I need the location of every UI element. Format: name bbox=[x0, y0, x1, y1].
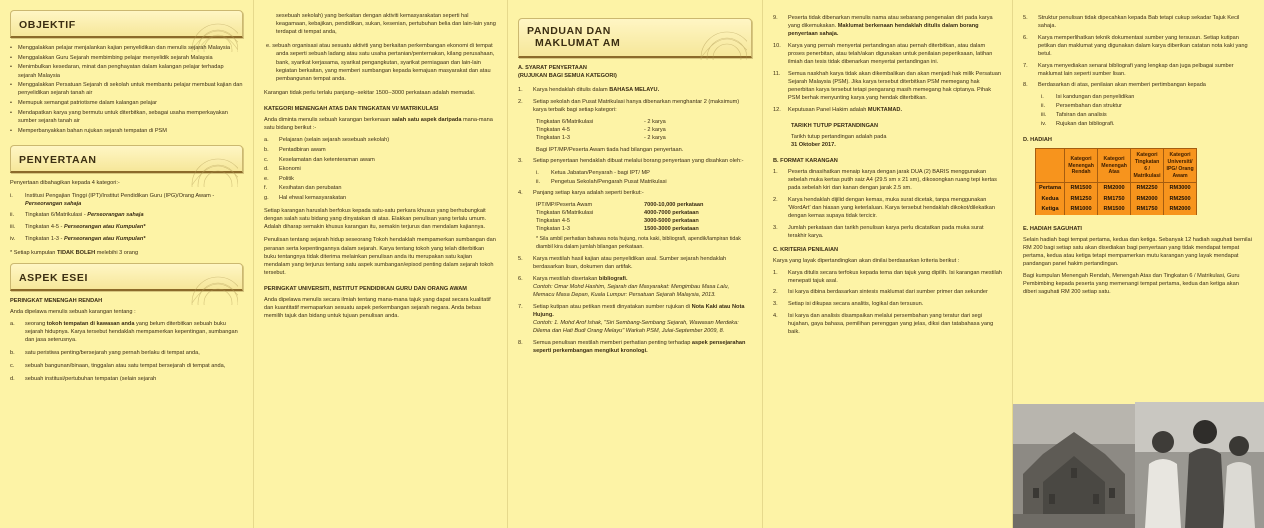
quota-value: - 2 karya bbox=[644, 126, 666, 133]
category-mode: Perseorangan atau Kumpulan* bbox=[63, 224, 146, 231]
rule-6: 6. Karya mestilah disertakan bibliografi. Contoh: Omar Mohd Hashim, Sejarah dan Masyarakat: Mengimbau Masa Lalu, Memacu Masa Depan, Kuala Lumpur: Persatuan Sejarah Malaysia, 2013. bbox=[518, 275, 730, 299]
rule-3: 3. Setiap penyertaan hendaklah dibuat melalui borang penyertaan yang disahkan oleh:- bbox=[518, 157, 752, 165]
prize-amount: RM2000 bbox=[1131, 194, 1164, 204]
panel-aspek-continued bbox=[254, 0, 507, 528]
saguhati-paragraph-1: Selain hadiah bagi tempat pertama, kedua dan ketiga. Sebanyak 12 hadiah saguhati bernilai RM 200 bagi setiap satu akan disediakan bagi penyertaan yang tidak mendapat tempat pertama, kedua atau ketiga tetapi mempamerkan mutu karangan yang layak mendapat pandangan panel hakim pertandingan. bbox=[1023, 236, 1252, 268]
uni-paragraph: Anda dipelawa menulis secara ilmiah tentang mana-mana tajuk yang dapat secara kualitatif dan kuantitatif memaparkan sesuatu aspek perkembangan sejarah negara. Anda bebas memilih tajuk dan bidang untuk tujuan penulisan anda. bbox=[264, 297, 491, 320]
rendah-intro: Anda dipelawa menulis sebuah karangan tentang : bbox=[10, 309, 136, 316]
atas-heading: KATEGORI MENENGAH ATAS DAN TINGKATAN VI/ MATRIKULASI bbox=[264, 105, 439, 112]
format-1: 1. Peserta dinasihatkan menaip karya dengan jarak DUA (2) BARIS menggunakan sebelah muka kertas putih saiz A4 (29.5 sm x 21 sm), dikosongkan ruang tepi kertas pada sebelah kiri dan kanan dengan jarak 2.5 sm. bbox=[773, 168, 1002, 192]
kriteria-intro: Karya yang layak dipertandingkan akan dinilai berdasarkan kriteria berikut : bbox=[773, 258, 960, 265]
atas-item bbox=[264, 156, 497, 164]
atas-item bbox=[264, 194, 497, 202]
format-2-text: Karya hendaklah dijilid dengan kemas, muka surat dicetak, tanpa menggunakan 'WordArt' dan hiasan yang keterlaluan. Karya tersebut hendaklah dikokot/dilekatkan dengan kemas supaya tidak tercicir. bbox=[788, 196, 995, 220]
atas-item-text: Politik bbox=[279, 175, 294, 182]
format-3-text: Jumlah perkataan dan tarikh penulisan karya perlu dicatatkan pada muka surat terakhir karya. bbox=[788, 224, 984, 239]
kriteria-5-text: Struktur penulisan tidak dipecahkan kepada Bab tetapi cukup sekadar Tajuk Kecil sahaja. bbox=[1038, 15, 1240, 30]
rule-4: 4. Panjang setiap karya adalah seperti berikut:- bbox=[518, 189, 752, 197]
kriteria-8: 8. Berdasarkan di atas, penilaian akan memberi pertimbangan kepada bbox=[1023, 81, 1254, 89]
rendah-items bbox=[10, 320, 243, 384]
category-text bbox=[25, 192, 243, 208]
aspect-text: Persembahan dan struktur bbox=[1056, 102, 1122, 109]
prize-category-header: Kategori Menengah Atas bbox=[1098, 149, 1131, 183]
rendah-item-letter: d. bbox=[10, 376, 15, 383]
length-value: 3000-5000 perkataan bbox=[644, 218, 699, 225]
prize-amount: RM1500 bbox=[1065, 183, 1098, 194]
approver-text: Pengetua Sekolah/Pengarah Pusat Matrikulasi bbox=[551, 179, 667, 186]
panduan-banner bbox=[518, 18, 752, 58]
atas-intro-a: Anda diminta menulis sebuah karangan berkenaan bbox=[264, 117, 392, 124]
quota-category: Tingkatan 1-3 bbox=[536, 134, 570, 141]
prize-table bbox=[1035, 148, 1197, 214]
rule-6-bold: bibliografi. bbox=[598, 275, 628, 282]
penyertaan-title: PENYERTAAN bbox=[19, 153, 97, 166]
category-number: ii. bbox=[10, 212, 15, 219]
category-mode: Perseorangan sahaja bbox=[25, 200, 82, 207]
prize-row bbox=[1036, 194, 1197, 204]
ornament-icon bbox=[178, 265, 238, 305]
atas-item-text: Pelajaran (selain sejarah sesebuah sekolah) bbox=[279, 137, 390, 144]
prize-place: Ketiga bbox=[1036, 204, 1065, 214]
aspek-banner bbox=[10, 263, 243, 291]
objektif-item: • Menimbulkan kesedaran, minat dan penghayatan dalam kalangan pelajar terhadap sejarah Malaysia bbox=[10, 63, 243, 79]
length-category: Tingkatan 6/Matrikulasi bbox=[536, 210, 594, 217]
prize-category-header: Kategori Menengah Rendah bbox=[1065, 149, 1098, 183]
objektif-item: • Mendapatkan karya yang bermutu untuk diterbitkan, sebagai usaha memperkayakan sumber sejarah tanah air bbox=[10, 109, 243, 125]
rule-8-text: Semua penulisan mestilah memberi perhatian penting terhadap bbox=[533, 339, 692, 346]
assessment-aspect bbox=[1041, 93, 1254, 101]
length-row bbox=[536, 217, 752, 225]
kriteria-5: 5. Struktur penulisan tidak dipecahkan kepada Bab tetapi cukup sekadar Tajuk Kecil sahaja. bbox=[1023, 14, 1254, 30]
prize-table-corner bbox=[1036, 149, 1065, 183]
atas-paragraph-1: Setiap karangan haruslah berfokus kepada satu-satu perkara khusus yang berhubungkait dengan salah satu bidang yang dinyatakan di atas. Elakkan penulisan yang terlalu umum. Adalah diharap semakin khusus karangan itu, semakin terjurus dan mendalam kajiannya. bbox=[264, 208, 487, 231]
kriteria-3: 3. Setiap isi dikupas secara analitis, logikal dan tersusun. bbox=[773, 300, 1002, 308]
objektif-item: • Menggalakkan Guru Sejarah membimbing pelajar menyelidik sejarah Malaysia bbox=[10, 54, 243, 62]
rule-1-text: Karya hendaklah ditulis dalam bbox=[533, 87, 610, 94]
prize-amount: RM3000 bbox=[1164, 183, 1197, 194]
atas-item bbox=[264, 165, 497, 173]
rendah-item-text bbox=[25, 349, 243, 357]
rule-9-text: Peserta tidak dibenarkan menulis nama atau sebarang pengenalan diri pada karya yang dikemukakan. bbox=[788, 15, 993, 30]
rule-12: 12. Keputusan Panel Hakim adalah MUKTAMAD. bbox=[773, 106, 902, 113]
quota-table bbox=[518, 118, 752, 142]
prize-row bbox=[1036, 204, 1197, 214]
objektif-list bbox=[10, 44, 243, 135]
objektif-title: OBJEKTIF bbox=[19, 19, 76, 31]
quota-category: Tingkatan 6/Matrikulasi bbox=[536, 118, 594, 125]
rule-11: 11. Semua naskhah karya tidak akan dikembalikan dan akan menjadi hak milik Persatuan Sejarah Malaysia (PSM). Jika karya tersebut diterbitkan PSM memegang hak penerbitan karya tersebut tetapi pengarang masih memegang hak ciptanya. Pihak PSM berhak menyunting karya yang hendak diterbitkan. bbox=[773, 70, 1001, 101]
atas-item bbox=[264, 184, 497, 192]
format-1-text: Peserta dinasihatkan menaip karya dengan jarak DUA (2) BARIS menggunakan sebelah muka kertas putih saiz A4 (29.5 sm x 21 sm), dikosongkan ruang tepi kertas pada sebelah kiri dan kanan dengan jarak 2.5 sm. bbox=[788, 169, 997, 192]
objektif-item: • Menggalakkan Persatuan Sejarah di sekolah untuk membantu pelajar membuat kajian dan penyelidikan sejarah tanah air bbox=[10, 81, 243, 97]
atas-items bbox=[264, 136, 497, 202]
format-heading: B. FORMAT KARANGAN bbox=[773, 158, 838, 165]
category-text bbox=[25, 211, 243, 219]
format-2: 2. Karya hendaklah dijilid dengan kemas, muka surat dicetak, tanpa menggunakan 'WordArt' dan hiasan yang keterlaluan. Karya tersebut hendaklah dikokot/dilekatkan dengan kemas supaya tidak tercicir. bbox=[773, 196, 1002, 220]
rule-5: 5. Karya mestilah hasil kajian atau penyelidikan asal. Sumber sejarah hendaklah berdasarkan lisan, dokumen dan artifak. bbox=[518, 255, 752, 271]
panduan-title bbox=[527, 25, 620, 49]
aspect-number: i. bbox=[1041, 93, 1044, 100]
penyertaan-banner bbox=[10, 145, 243, 173]
quota-value: - 2 karya bbox=[644, 118, 666, 125]
prize-place: Kedua bbox=[1036, 194, 1065, 204]
category-number: iv. bbox=[10, 235, 16, 242]
prize-category-header: Kategori Universiti/ IPG/ Orang Awam bbox=[1164, 149, 1197, 183]
rule-6-text: Karya mestilah disertakan bbox=[533, 275, 599, 282]
kriteria-7: 7. Karya menyediakan senarai bibliografi yang lengkap dan juga pelbagai sumber maklumat lain seperti sumber lisan. bbox=[1023, 62, 1254, 78]
approver-item bbox=[536, 169, 752, 177]
note-bold: TIDAK BOLEH bbox=[56, 249, 96, 256]
prize-amount: RM1250 bbox=[1065, 194, 1098, 204]
rendah-item bbox=[10, 320, 243, 344]
atas-item bbox=[264, 146, 497, 154]
item-e: e. sebuah organisasi atau sesuatu aktiviti yang berkaitan perkembangan ekonomi di tempat anda seperti sebuah ladang atau satu usaha pertanian/penternakan, kilang perusahaan, bank, syarikat kerjasama, syarikat pengangkutan, syarikat perniagaan dan lain-lain kegiatan berkaitan, yang memberi sumbangan kepada kemajuan masyarakat dan atau pembangunan tempat anda. bbox=[266, 43, 495, 82]
aspect-number: iv. bbox=[1041, 121, 1047, 128]
rule-9-bold: Maklumat berkenaan hendaklah ditulis dalam borang penyertaan sahaja. bbox=[788, 23, 979, 38]
atas-item-letter: c. bbox=[264, 156, 269, 163]
length-category: Tingkatan 4-5 bbox=[536, 218, 570, 225]
rendah-item-post: yang belum diterbitkan sebuah buku sejarah hidupnya. Karya tersebut hendaklah mempamerkan kepentingan, sumbangan dan jasa seterusnya. bbox=[25, 320, 238, 343]
atas-item-text: Kesihatan dan perubatan bbox=[279, 185, 342, 192]
rendah-item-text bbox=[25, 375, 243, 383]
prize-amount: RM2000 bbox=[1164, 204, 1197, 214]
uni-heading: PERINGKAT UNIVERSITI, INSTITUT PENDIDIKAN GURU DAN ORANG AWAM bbox=[264, 285, 467, 292]
assessment-aspect bbox=[1041, 111, 1254, 119]
category-label: Tingkatan 1-3 - bbox=[25, 235, 64, 242]
rule-6-example: Contoh: Omar Mohd Hashim, Sejarah dan Masyarakat: Mengimbau Masa Lalu, Memacu Masa Depan, Kuala Lumpur: Persatuan Sejarah Malaysia, 2013. bbox=[533, 284, 730, 299]
kriteria-4: 4. Isi karya dan analisis disampaikan melalui persembahan yang teratur dari segi hujahan, gaya bahasa, pemilihan perenggan yang jelas, diksi dan tatabahasa yang baik. bbox=[773, 312, 1002, 336]
rule-1-bold: BAHASA MELAYU. bbox=[609, 87, 660, 94]
rule-3-list bbox=[518, 169, 752, 186]
rendah-item-text bbox=[25, 320, 243, 344]
rule-2-text: Setiap sekolah dan Pusat Matrikulasi hanya dibenarkan menghantar 2 (maksimum) karya terbaik bagi setiap kategori: bbox=[533, 98, 740, 113]
kriteria-1: 1. Karya ditulis secara terfokus kepada tema dan tajuk yang dipilih. Isi karangan mestilah menepati tajuk asal. bbox=[773, 269, 1002, 284]
atas-item-letter: e. bbox=[264, 175, 269, 182]
rule-3-text: Setiap penyertaan hendaklah dibuat melalui borang penyertaan yang disahkan oleh:- bbox=[533, 158, 744, 165]
ornament-icon bbox=[178, 147, 238, 187]
kriteria-heading: C. KRITERIA PENILAIAN bbox=[773, 247, 839, 254]
historical-photo-icon bbox=[1135, 402, 1264, 528]
length-table bbox=[518, 201, 752, 233]
objektif-item: • Memperbanyakkan bahan rujukan sejarah tempatan di PSM bbox=[10, 127, 243, 135]
rule-10-text: Karya yang pernah menyertai pertandingan atau pernah diterbitkan, atau dalam proses penerbitan, atau telah/akan digunakan untuk penilaian peperiksaan, latihan ilmiah dan tesis tidak dibenarkan menyertai pertandingan ini. bbox=[788, 42, 993, 66]
aspect-number: iii. bbox=[1041, 112, 1047, 119]
rendah-item-pre: sebuah institusi/pertubuhan tempatan (selain sejarah bbox=[25, 376, 157, 383]
rule-7-text: Setiap kutipan atau petikan mesti dinyatakan sumber rujukan di bbox=[533, 303, 692, 310]
length-row bbox=[536, 209, 752, 217]
prize-row bbox=[1036, 183, 1197, 194]
aspect-number: ii. bbox=[1041, 102, 1046, 109]
assessment-aspect bbox=[1041, 120, 1254, 128]
category-mode: Perseorangan sahaja bbox=[87, 212, 144, 219]
prize-category-header: Kategori Tingkatan 6 / Matrikulasi bbox=[1131, 149, 1164, 183]
length-category: IPT/MP/Peserta Awam bbox=[536, 201, 593, 208]
quota-row bbox=[536, 134, 752, 142]
rule-5-text: Karya mestilah hasil kajian atau penyelidikan asal. Sumber sejarah hendaklah berdasarkan lisan, dokumen dan artifak. bbox=[533, 256, 727, 271]
length-row bbox=[536, 201, 752, 209]
objektif-item: • Memupuk semangat patriotisme dalam kalangan pelajar bbox=[10, 99, 243, 107]
atas-intro-c: mana-mana satu bidang berikut :- bbox=[264, 117, 493, 132]
rendah-item bbox=[10, 349, 243, 357]
category-number: i. bbox=[10, 192, 13, 199]
category-text bbox=[25, 223, 243, 231]
length-value: 4000-7000 perkataan bbox=[644, 210, 699, 217]
prize-amount: RM1750 bbox=[1131, 204, 1164, 214]
kriteria-8-text: Berdasarkan di atas, penilaian akan memberi pertimbangan kepada bbox=[1038, 82, 1206, 89]
rendah-item-letter: b. bbox=[10, 349, 15, 356]
atas-item-text: Ekonomi bbox=[279, 166, 301, 173]
length-value: 7000-10,000 perkataan bbox=[644, 201, 704, 208]
category-number: iii. bbox=[10, 224, 16, 231]
atas-item-text: Keselamatan dan ketenteraman awam bbox=[279, 156, 375, 163]
rendah-heading: PERINGKAT MENENGAH RENDAH bbox=[10, 297, 103, 304]
aspect-text: Tafsiran dan analisis bbox=[1056, 112, 1107, 119]
kriteria-2-text: Isi karya dibina berdasarkan sintesis maklumat dari sumber primer dan sekunder bbox=[788, 289, 988, 296]
atas-item-text: Hal ehwal kemasyarakatan bbox=[279, 194, 347, 201]
quota-value: - 2 karya bbox=[644, 134, 666, 141]
deadline-date: 31 Oktober 2017. bbox=[791, 141, 836, 148]
prize-amount: RM1000 bbox=[1065, 204, 1098, 214]
category-label: Tingkatan 4-5 - bbox=[25, 224, 64, 231]
atas-item-text: Pentadbiran awam bbox=[279, 146, 326, 153]
syarat-heading bbox=[518, 64, 752, 80]
penyertaan-category bbox=[10, 211, 243, 219]
kriteria-3-text: Setiap isi dikupas secara analitis, logikal dan tersusun. bbox=[788, 301, 924, 308]
length-note: * Sila ambil perhatian bahawa nota hujung, nota kaki, bibliografi, apendik/lampiran tidak diambil kira dalam jumlah bilangan perkataan. bbox=[536, 236, 741, 251]
rendah-item bbox=[10, 375, 243, 383]
deadline-text bbox=[773, 133, 1002, 149]
atas-item-letter: g. bbox=[264, 194, 269, 201]
kriteria-6-text: Karya memperlihatkan teknik dokumentasi sumber yang tersusun. Setiap kutipan petikan dan maklumat yang digunakan dalam karya diberikan catatan nota kaki yang betul. bbox=[1038, 34, 1248, 57]
panel-format bbox=[763, 0, 1012, 528]
atas-paragraph-2: Penulisan tentang sejarah hidup seseorang Tokoh hendaklah mempamerkan sumbangan dan peranan serta kepentingannya dalam sejarah. Karya tentang tokoh yang telah diterbitkan buku tentangnya tidak diterima melainkan penulisan anda itu merupakan satu kajian mendalam yang terjurus tentang satu aspek sumbangan/episod penting dalam sejarah tokoh tersebut. bbox=[264, 237, 496, 276]
ornament-icon bbox=[687, 20, 747, 60]
prize-amount: RM1750 bbox=[1098, 194, 1131, 204]
aspect-text: Isi kandungan dan penyelidikan bbox=[1056, 93, 1135, 100]
approver-number: ii. bbox=[536, 179, 541, 186]
length-category: Tingkatan 1-3 bbox=[536, 226, 570, 233]
photo-historical-figures bbox=[1135, 402, 1264, 528]
penyertaan-note bbox=[10, 249, 243, 257]
length-row bbox=[536, 225, 752, 233]
rendah-item-letter: a. bbox=[10, 320, 15, 327]
length-value: 1500-3000 perkataan bbox=[644, 226, 699, 233]
aspek-title: ASPEK ESEI bbox=[19, 271, 89, 284]
category-mode: Perseorangan atau Kumpulan* bbox=[63, 235, 146, 242]
objektif-item: • Menggalakkan pelajar menjalankan kajian penyelidikan dan menulis sejarah Malaysia bbox=[10, 44, 243, 52]
format-3: 3. Jumlah perkataan dan tarikh penulisan karya perlu dicatatkan pada muka surat terakhir karya. bbox=[773, 224, 1002, 240]
atas-item-letter: f. bbox=[264, 185, 268, 192]
cont-text: sesebuah sekolah) yang berkaitan dengan aktiviti kemasyarakatan seperti hal keagamaan, kebajikan, pendidikan, sukan, kesenian, pertubuhan belia dan lain-lain yang terdapat di tempat anda, bbox=[276, 13, 496, 36]
approver-item bbox=[536, 178, 752, 186]
kriteria-7-text: Karya menyediakan senarai bibliografi yang lengkap dan juga pelbagai sumber maklumat lain seperti sumber lisan. bbox=[1038, 62, 1234, 77]
prize-amount: RM1500 bbox=[1098, 204, 1131, 214]
category-text bbox=[25, 235, 243, 243]
kriteria-1-text: Karya ditulis secara terfokus kepada tema dan tajuk yang dipilih. Isi karangan mestilah menepati tajuk asal. bbox=[788, 269, 1002, 284]
panel-panduan bbox=[508, 0, 762, 528]
rendah-item-letter: c. bbox=[10, 363, 15, 370]
rendah-item-bold: tokoh tempatan di kawasan anda bbox=[46, 320, 135, 327]
rendah-item-pre: satu peristiwa penting/bersejarah yang pernah berlaku di tempat anda, bbox=[25, 349, 200, 356]
prize-amount: RM2000 bbox=[1098, 183, 1131, 194]
penyertaan-category bbox=[10, 192, 243, 208]
rule-7-bold: Nota Kaki atau Nota Hujung. bbox=[533, 303, 745, 318]
penyertaan-category bbox=[10, 235, 243, 243]
panduan-title-line-2: MAKLUMAT AM bbox=[535, 37, 621, 50]
panduan-title-line-1: PANDUAN DAN bbox=[527, 25, 611, 37]
kriteria-2: 2. Isi karya dibina berdasarkan sintesis maklumat dari sumber primer dan sekunder bbox=[773, 288, 1002, 296]
prize-amount: RM2500 bbox=[1164, 194, 1197, 204]
penyertaan-category bbox=[10, 223, 243, 231]
assessment-aspect bbox=[1041, 102, 1254, 110]
note-prefix: * Setiap kumpulan bbox=[10, 249, 57, 256]
penyertaan-intro: Penyertaan dibahagikan kepada 4 kategori:- bbox=[10, 179, 120, 186]
syarat-heading-1: A. SYARAT PENYERTAAN bbox=[518, 65, 587, 71]
photo-monument bbox=[1013, 404, 1135, 528]
rule-8-bold: aspek pensejarahan seperti perkembangan mengikut kronologi. bbox=[533, 339, 746, 354]
quota-row bbox=[536, 118, 752, 126]
saguhati-paragraph-2: Bagi kumpulan Menengah Rendah, Menengah Atas dan Tingkatan 6 / Matrikulasi, Guru Pembimbing kepada peserta yang memenangi tempat pertama, kedua dan ketiga akan diberi saguhati RM 200 setiap satu. bbox=[1023, 272, 1240, 295]
kriteria-8-list bbox=[1023, 93, 1254, 128]
hadiah-heading: D. HADIAH bbox=[1023, 137, 1052, 144]
atas-item-letter: d. bbox=[264, 166, 269, 173]
atas-intro-b: salah satu aspek daripada bbox=[391, 117, 462, 124]
rule-1: 1. Karya hendaklah ditulis dalam BAHASA MELAYU. bbox=[518, 87, 660, 94]
approver-text: Ketua Jabatan/Penyarah - bagi IPT/ MP bbox=[551, 170, 650, 177]
rendah-item bbox=[10, 362, 243, 370]
saguhati-heading: E. HADIAH SAGUHATI bbox=[1023, 225, 1082, 232]
monument-photo-icon bbox=[1013, 404, 1135, 528]
rule-12-bold: MUKTAMAD. bbox=[867, 106, 902, 113]
atas-item bbox=[264, 136, 497, 144]
rule-10: 10. Karya yang pernah menyertai pertandingan atau pernah diterbitkan, atau dalam proses penerbitan, atau telah/akan digunakan untuk penilaian peperiksaan, latihan ilmiah dan tesis tidak dibenarkan menyertai pertandingan ini. bbox=[773, 42, 1002, 66]
rule-12-text: Keputusan Panel Hakim adalah bbox=[788, 106, 868, 113]
deadline-heading: TARIKH TUTUP PERTANDINGAN bbox=[791, 122, 879, 129]
prize-amount: RM2250 bbox=[1131, 183, 1164, 194]
aspect-text: Rujukan dan bibliografi. bbox=[1056, 121, 1115, 128]
rule-9: 9. Peserta tidak dibenarkan menulis nama atau sebarang pengenalan diri pada karya yang dikemukakan. Maklumat berkenaan hendaklah ditulis dalam borang penyertaan sahaja. bbox=[773, 15, 993, 38]
objektif-banner bbox=[10, 10, 243, 38]
syarat-heading-2: (RUJUKAN BAGI SEMUA KATEGORI) bbox=[518, 73, 617, 80]
note-suffix: melebihi 3 orang bbox=[95, 249, 139, 256]
atas-item-letter: a. bbox=[264, 137, 269, 144]
penyertaan-categories bbox=[10, 192, 243, 243]
rule-11-text: Semua naskhah karya tidak akan dikembalikan dan akan menjadi hak milik Persatuan Sejarah Malaysia (PSM). Jika karya tersebut diterbitkan PSM memegang hak penerbitan karya tersebut tetapi pengarang masih memegang hak ciptanya. Pihak PSM berhak menyunting karya yang hendak diterbitkan. bbox=[788, 70, 1001, 101]
rendah-item-pre: sebuah bangunan/binaan, tinggalan atau satu tempat bersejarah di tempat anda, bbox=[25, 363, 226, 370]
atas-item-letter: b. bbox=[264, 146, 269, 153]
deadline-text-a: Tarikh tutup pertandingan adalah pada bbox=[791, 133, 887, 140]
rendah-item-pre: seorang bbox=[25, 320, 47, 327]
rule-2: 2. Setiap sekolah dan Pusat Matrikulasi hanya dibenarkan menghantar 2 (maksimum) karya terbaik bagi setiap kategori: bbox=[518, 98, 752, 114]
kriteria-6: 6. Karya memperlihatkan teknik dokumentasi sumber yang tersusun. Setiap kutipan petikan dan maklumat yang digunakan dalam karya diberikan catatan nota kaki yang betul. bbox=[1023, 34, 1254, 58]
rule-7: 7. Setiap kutipan atau petikan mesti dinyatakan sumber rujukan di Nota Kaki atau Nota Hujung. Contoh: 1. Mohd Arof Ishak, "Siri Sembang-Sembang Sejarah, Wawasan Merdeka: Dilema dan Hati Budi Orang Melayu" Warkah PSM, Julai-September 2009, 8. bbox=[518, 303, 745, 335]
panel-objektif bbox=[0, 0, 253, 528]
rule-4-text: Panjang setiap karya adalah seperti berikut:- bbox=[533, 190, 644, 197]
quota-category: Tingkatan 4-5 bbox=[536, 126, 570, 133]
length-note: Karangan tidak perlu terlalu panjang--sekitar 1500--3000 perkataan adalah memadai. bbox=[264, 89, 476, 96]
kriteria-4-text: Isi karya dan analisis disampaikan melalui persembahan yang teratur dari segi hujahan, gaya bahasa, pemilihan perenggan yang jelas, diksi dan tatabahasa yang baik. bbox=[788, 312, 994, 335]
rule-8: 8. Semua penulisan mestilah memberi perhatian penting terhadap aspek pensejarahan seperti perkembangan mengikut kronologi. bbox=[518, 339, 746, 354]
rendah-item-text bbox=[25, 362, 243, 370]
quota-note: Bagi IPT/MP/Peserta Awam tiada had bilangan penyertaan. bbox=[536, 146, 684, 153]
category-label: Institusi Pengajian Tinggi (IPT)/Institut Pendidikan Guru (IPG)/Orang Awam - bbox=[25, 192, 215, 199]
atas-item bbox=[264, 175, 497, 183]
atas-intro bbox=[264, 116, 497, 132]
category-label: Tingkatan 6/Matrikulasi - bbox=[25, 212, 88, 219]
approver-number: i. bbox=[536, 170, 539, 177]
rule-7-example: Contoh: 1. Mohd Arof Ishak, "Siri Sembang-Sembang Sejarah, Wawasan Merdeka: Dilema dan Hati Budi Orang Melayu" Warkah PSM, Julai-September 2009, 8. bbox=[533, 319, 739, 335]
quota-row bbox=[536, 126, 752, 134]
prize-place: Pertama bbox=[1036, 183, 1065, 194]
